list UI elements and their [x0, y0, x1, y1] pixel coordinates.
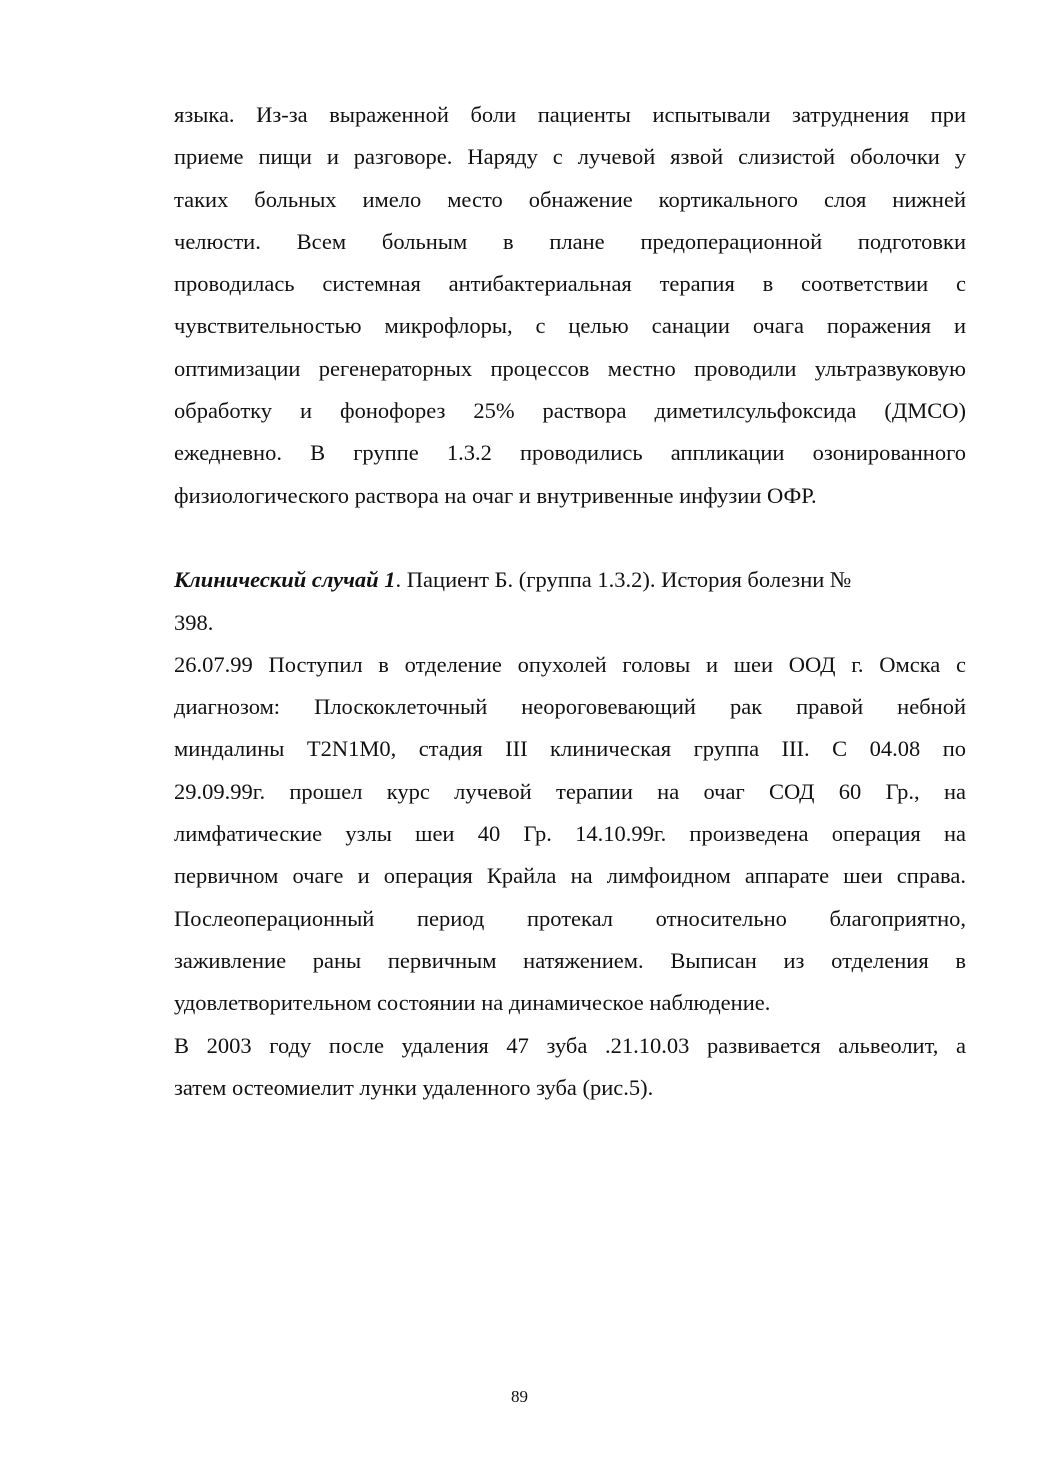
text-line: В 2003 году после удаления 47 зуба .21.10.03 развивается альвеолит, а — [174, 1032, 966, 1058]
text-line: физиологического раствора на очаг и внутривенные инфузии ОФР. — [174, 482, 817, 508]
text-line: проводилась системная антибактериальная терапия в соответствии с — [174, 271, 966, 297]
text-line: чувствительностью микрофлоры, с целью санации очага поражения и — [174, 313, 966, 339]
case-heading-details: . Пациент Б. (группа 1.3.2). История болезни № — [395, 567, 852, 593]
paragraph-follow-up — [174, 1025, 966, 1110]
text-line: первичном очаге и операция Крайла на лимфоидном аппарате шеи справа. — [174, 863, 966, 889]
text-line: таких больных имело место обнажение кортикального слоя нижней — [174, 186, 966, 212]
text-line: Послеоперационный период протекал относительно благоприятно, — [174, 905, 966, 931]
text-line: приеме пищи и разговоре. Наряду с лучевой язвой слизистой оболочки у — [174, 144, 966, 170]
text-line: ежедневно. В группе 1.3.2 проводились аппликации озонированного — [174, 440, 966, 466]
paragraph-gap — [174, 517, 966, 559]
text-line: затем остеомиелит лунки удаленного зуба (рис.5). — [174, 1074, 654, 1100]
history-number: 398. — [174, 609, 214, 635]
text-line: миндалины T2N1M0, стадия III клиническая группа III. С 04.08 по — [174, 736, 966, 762]
text-line: удовлетворительном состоянии на динамическое наблюдение. — [174, 990, 771, 1016]
text-line: 26.07.99 Поступил в отделение опухолей головы и шеи ООД г. Омска с — [174, 651, 966, 677]
text-line: челюсти. Всем больным в плане предоперационной подготовки — [174, 228, 966, 254]
document-body — [174, 94, 966, 1109]
paragraph-case-history — [174, 644, 966, 1025]
case-heading: Клинический случай 1 — [174, 567, 396, 593]
paragraph-treatment — [174, 94, 966, 517]
clinical-case-header — [174, 559, 966, 644]
text-line: лимфатические узлы шеи 40 Гр. 14.10.99г. произведена операция на — [174, 821, 966, 847]
text-line: диагнозом: Плоскоклеточный неороговевающий рак правой небной — [174, 694, 966, 720]
text-line: 29.09.99г. прошел курс лучевой терапии на очаг СОД 60 Гр., на — [174, 778, 966, 804]
text-line: оптимизации регенераторных процессов местно проводили ультразвуковую — [174, 355, 966, 381]
text-line: языка. Из-за выраженной боли пациенты испытывали затруднения при — [174, 102, 966, 127]
case-heading-line — [174, 559, 966, 601]
page-number: 89 — [511, 1387, 528, 1406]
text-line: обработку и фонофорез 25% раствора диметилсульфоксида (ДМСО) — [174, 398, 966, 424]
text-line: заживление раны первичным натяжением. Выписан из отделения в — [174, 947, 966, 973]
